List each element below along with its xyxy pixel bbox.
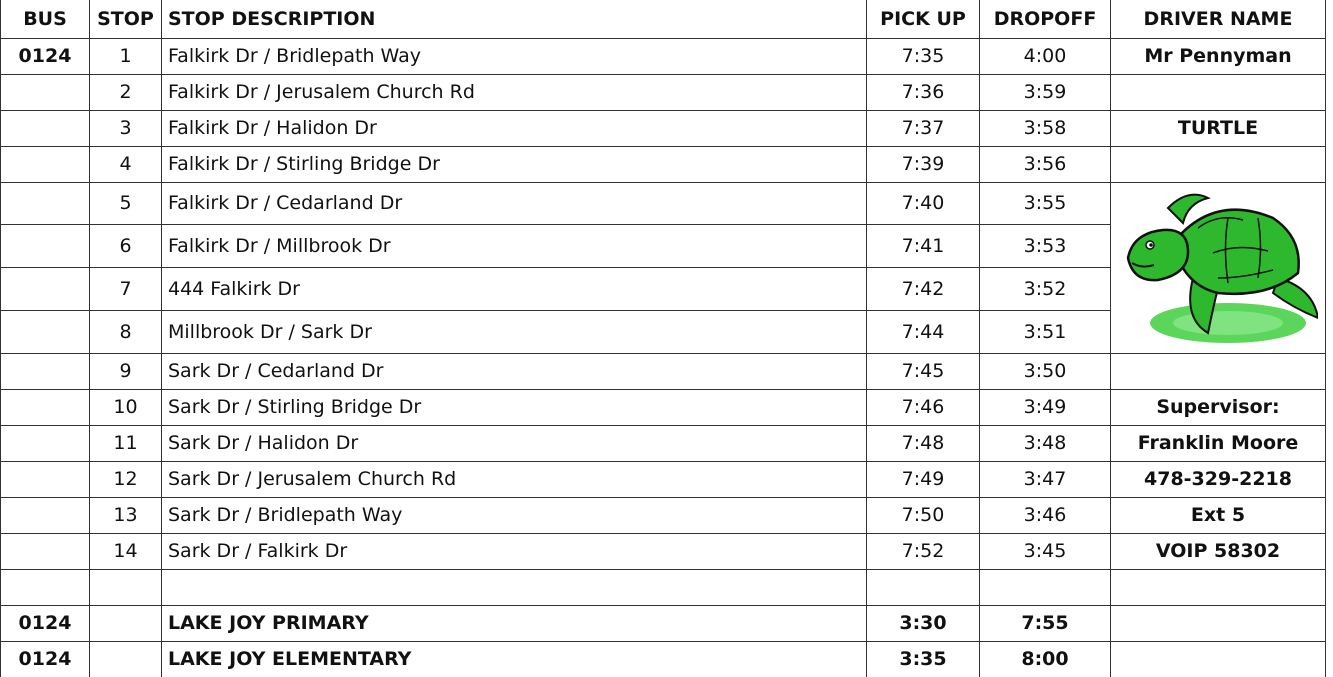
pickup-cell: 7:49 — [867, 461, 980, 497]
stop-cell: 12 — [90, 461, 162, 497]
table-row — [1, 389, 1326, 425]
dropoff-cell: 3:53 — [980, 225, 1111, 268]
stop-cell: 13 — [90, 497, 162, 533]
school-row — [1, 605, 1326, 641]
driver-cell — [1111, 146, 1326, 182]
description-cell: Falkirk Dr / Bridlepath Way — [162, 38, 867, 74]
stop-cell: 9 — [90, 353, 162, 389]
bus-cell — [1, 225, 90, 268]
description-cell: Sark Dr / Jerusalem Church Rd — [162, 461, 867, 497]
bus-cell — [1, 182, 90, 225]
school-row — [1, 641, 1326, 677]
stop-cell: 2 — [90, 74, 162, 110]
description-cell: Falkirk Dr / Cedarland Dr — [162, 182, 867, 225]
table-row — [1, 533, 1326, 569]
pickup-cell: 3:35 — [867, 641, 980, 677]
stop-cell: 5 — [90, 182, 162, 225]
stop-cell: 3 — [90, 110, 162, 146]
bus-cell — [1, 268, 90, 311]
dropoff-cell: 4:00 — [980, 38, 1111, 74]
dropoff-cell: 3:55 — [980, 182, 1111, 225]
bus-cell — [1, 497, 90, 533]
bus-cell — [1, 533, 90, 569]
driver-image-cell — [1111, 182, 1326, 353]
table-row — [1, 74, 1326, 110]
dropoff-cell: 3:59 — [980, 74, 1111, 110]
stop-cell: 10 — [90, 389, 162, 425]
stop-cell: 8 — [90, 310, 162, 353]
spacer-row — [1, 569, 1326, 605]
bus-cell — [1, 310, 90, 353]
pickup-cell: 3:30 — [867, 605, 980, 641]
empty-cell — [90, 569, 162, 605]
description-cell: Falkirk Dr / Stirling Bridge Dr — [162, 146, 867, 182]
school-name-cell: LAKE JOY ELEMENTARY — [162, 641, 867, 677]
description-cell: Sark Dr / Halidon Dr — [162, 425, 867, 461]
dropoff-cell: 3:51 — [980, 310, 1111, 353]
table-row — [1, 353, 1326, 389]
bus-cell — [1, 389, 90, 425]
table-row — [1, 461, 1326, 497]
driver-cell: Supervisor: — [1111, 389, 1326, 425]
pickup-cell: 7:45 — [867, 353, 980, 389]
dropoff-cell: 3:46 — [980, 497, 1111, 533]
pickup-cell: 7:42 — [867, 268, 980, 311]
bus-cell — [1, 74, 90, 110]
stop-cell: 14 — [90, 533, 162, 569]
stop-cell: 4 — [90, 146, 162, 182]
description-cell: Falkirk Dr / Jerusalem Church Rd — [162, 74, 867, 110]
dropoff-cell: 3:52 — [980, 268, 1111, 311]
driver-cell: Ext 5 — [1111, 497, 1326, 533]
pickup-cell: 7:50 — [867, 497, 980, 533]
driver-cell — [1111, 353, 1326, 389]
description-cell: Sark Dr / Cedarland Dr — [162, 353, 867, 389]
description-cell: Falkirk Dr / Millbrook Dr — [162, 225, 867, 268]
table-row — [1, 497, 1326, 533]
pickup-cell: 7:48 — [867, 425, 980, 461]
driver-cell — [1111, 605, 1326, 641]
table-row — [1, 425, 1326, 461]
pickup-cell: 7:35 — [867, 38, 980, 74]
dropoff-cell: 3:56 — [980, 146, 1111, 182]
bus-cell — [1, 146, 90, 182]
stop-cell — [90, 641, 162, 677]
bus-cell — [1, 425, 90, 461]
dropoff-cell: 3:50 — [980, 353, 1111, 389]
driver-cell: VOIP 58302 — [1111, 533, 1326, 569]
header-stop-description: STOP DESCRIPTION — [162, 0, 867, 38]
header-driver-name: DRIVER NAME — [1111, 0, 1326, 38]
table-row — [1, 38, 1326, 74]
dropoff-cell: 7:55 — [980, 605, 1111, 641]
table-row — [1, 110, 1326, 146]
pickup-cell: 7:36 — [867, 74, 980, 110]
dropoff-cell: 3:49 — [980, 389, 1111, 425]
driver-cell — [1111, 74, 1326, 110]
header-row — [1, 0, 1326, 38]
pickup-cell: 7:44 — [867, 310, 980, 353]
description-cell: 444 Falkirk Dr — [162, 268, 867, 311]
dropoff-cell: 3:47 — [980, 461, 1111, 497]
pickup-cell: 7:37 — [867, 110, 980, 146]
table-row — [1, 182, 1326, 225]
empty-cell — [162, 569, 867, 605]
stop-cell: 1 — [90, 38, 162, 74]
stop-cell: 11 — [90, 425, 162, 461]
driver-cell: TURTLE — [1111, 110, 1326, 146]
header-stop: STOP — [90, 0, 162, 38]
bus-cell — [1, 110, 90, 146]
driver-cell: 478-329-2218 — [1111, 461, 1326, 497]
stop-cell: 6 — [90, 225, 162, 268]
description-cell: Falkirk Dr / Halidon Dr — [162, 110, 867, 146]
dropoff-cell: 3:45 — [980, 533, 1111, 569]
pickup-cell: 7:52 — [867, 533, 980, 569]
pickup-cell: 7:46 — [867, 389, 980, 425]
bus-cell: 0124 — [1, 38, 90, 74]
dropoff-cell: 3:48 — [980, 425, 1111, 461]
stop-cell: 7 — [90, 268, 162, 311]
bus-cell — [1, 461, 90, 497]
bus-cell: 0124 — [1, 641, 90, 677]
dropoff-cell: 8:00 — [980, 641, 1111, 677]
turtle-icon — [1118, 183, 1318, 353]
empty-cell — [1111, 569, 1326, 605]
bus-cell — [1, 353, 90, 389]
table-row — [1, 146, 1326, 182]
empty-cell — [980, 569, 1111, 605]
description-cell: Sark Dr / Falkirk Dr — [162, 533, 867, 569]
header-bus: BUS — [1, 0, 90, 38]
bus-cell: 0124 — [1, 605, 90, 641]
description-cell: Sark Dr / Bridlepath Way — [162, 497, 867, 533]
empty-cell — [1, 569, 90, 605]
header-dropoff: DROPOFF — [980, 0, 1111, 38]
school-name-cell: LAKE JOY PRIMARY — [162, 605, 867, 641]
stop-cell — [90, 605, 162, 641]
pickup-cell: 7:39 — [867, 146, 980, 182]
pickup-cell: 7:40 — [867, 182, 980, 225]
driver-cell: Franklin Moore — [1111, 425, 1326, 461]
description-cell: Sark Dr / Stirling Bridge Dr — [162, 389, 867, 425]
driver-cell — [1111, 641, 1326, 677]
description-cell: Millbrook Dr / Sark Dr — [162, 310, 867, 353]
driver-cell: Mr Pennyman — [1111, 38, 1326, 74]
dropoff-cell: 3:58 — [980, 110, 1111, 146]
pickup-cell: 7:41 — [867, 225, 980, 268]
header-pick-up: PICK UP — [867, 0, 980, 38]
empty-cell — [867, 569, 980, 605]
